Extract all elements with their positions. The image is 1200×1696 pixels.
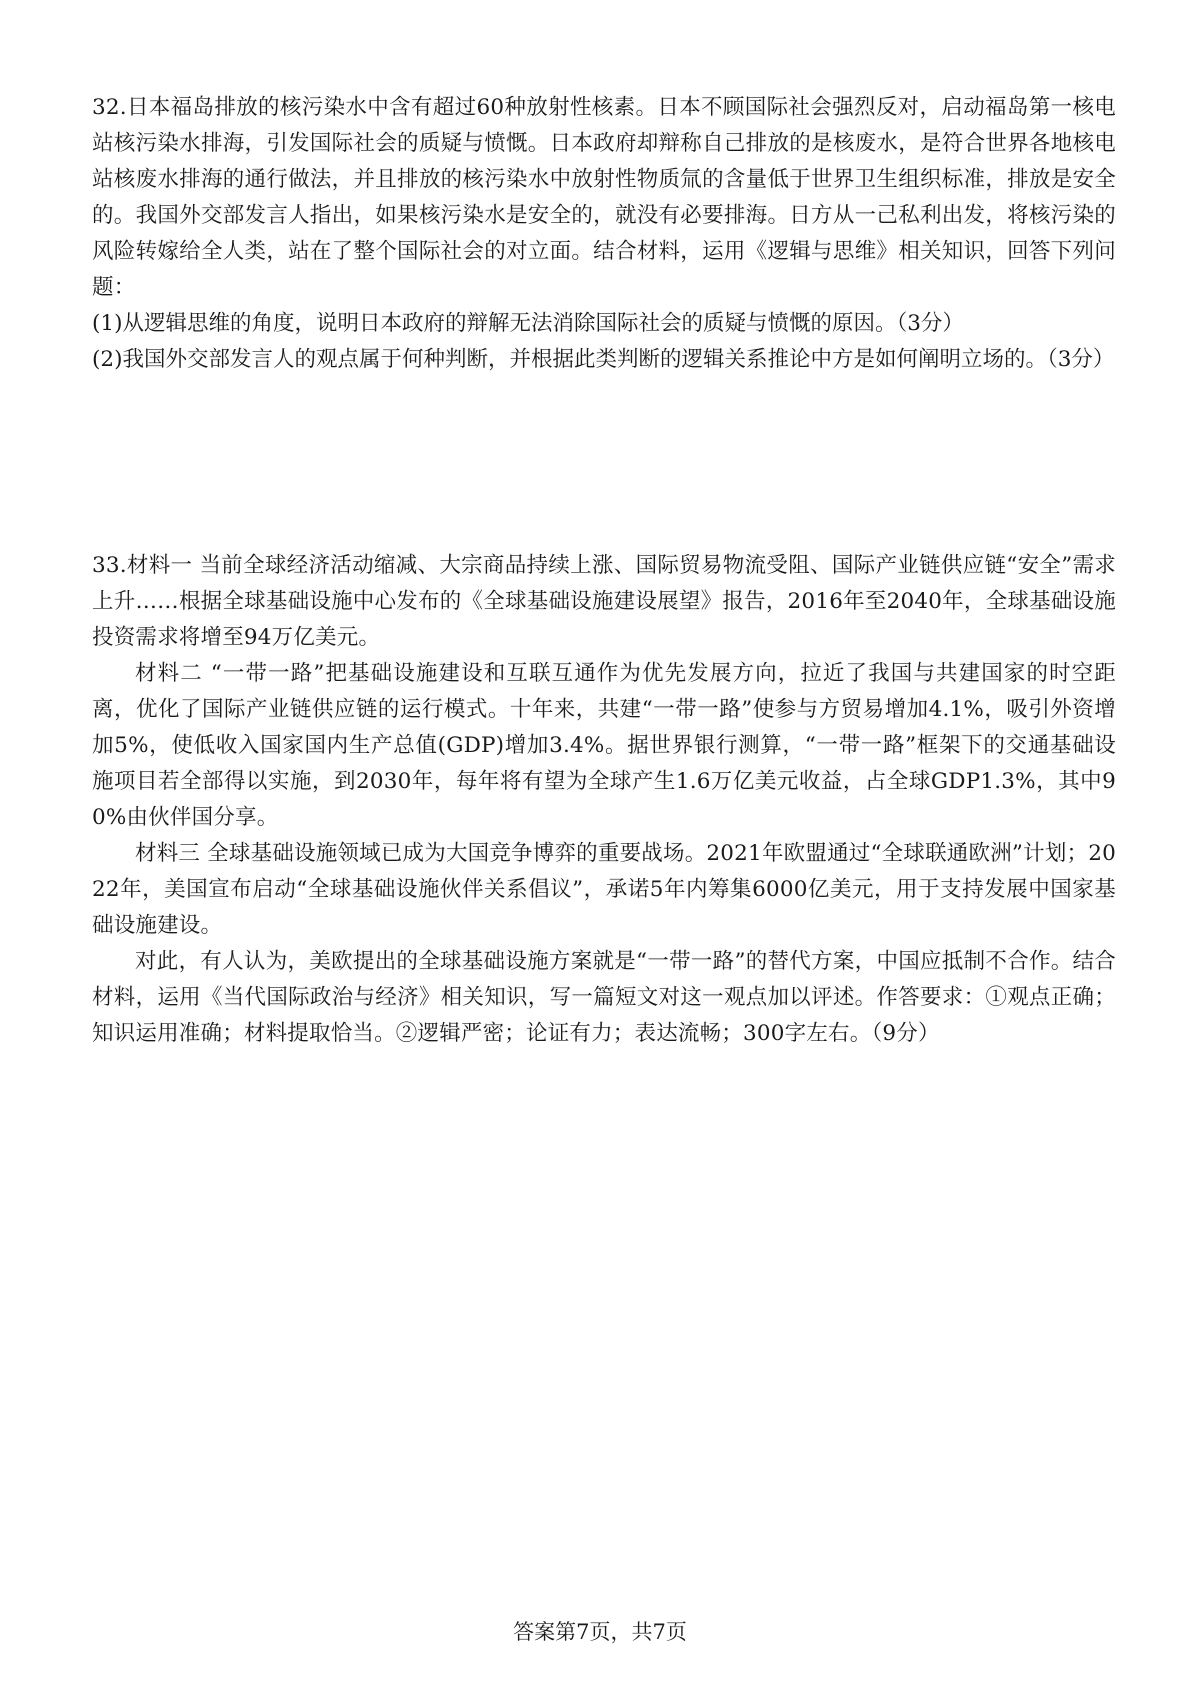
question-32-stem: 32.日本福岛排放的核污染水中含有超过60种放射性核素。日本不顾国际社会强烈反对，启动福岛第一核电站核污染水排海，引发国际社会的质疑与愤慨。日本政府却辩称自己排放的是核废水，是符合世界各地核电站核废水排海的通行做法，并且排放的核污染水中放射性物质氚的含量低于世界卫生组织标准，排放是安全的。我国外交部发言人指出，如果核污染水是安全的，就没有必要排海。日方从一己私利出发，将核污染的风险转嫁给全人类，站在了整个国际社会的对立面。结合材料，运用《逻辑与思维》相关知识，回答下列问题：	[92, 95, 1116, 300]
question-32	[92, 90, 1116, 378]
question-32-subquestion-1: (1)从逻辑思维的角度，说明日本政府的辩解无法消除国际社会的质疑与愤慨的原因。（3分）	[92, 311, 964, 336]
question-33-material-2: 材料二 “一带一路”把基础设施建设和互联互通作为优先发展方向，拉近了我国与共建国家的时空距离，优化了国际产业链供应链的运行模式。十年来，共建“一带一路”使参与方贸易增加4.1%，吸引外资增加5%，使低收入国家国内生产总值(GDP)增加3.4%。据世界银行测算，“一带一路”框架下的交通基础设施项目若全部得以实施，到2030年，每年将有望为全球产生1.6万亿美元收益，占全球GDP1.3%，其中90%由伙伴国分享。	[92, 661, 1116, 830]
question-33-material-3: 材料三 全球基础设施领域已成为大国竞争博弈的重要战场。2021年欧盟通过“全球联通欧洲”计划；2022年，美国宣布启动“全球基础设施伙伴关系倡议”，承诺5年内筹集6000亿美元，用于支持发展中国家基础设施建设。	[92, 841, 1116, 938]
question-33-material-1: 33.材料一 当前全球经济活动缩减、大宗商品持续上涨、国际贸易物流受阻、国际产业链供应链“安全”需求上升……根据全球基础设施中心发布的《全球基础设施建设展望》报告，2016年至2040年，全球基础设施投资需求将增至94万亿美元。	[92, 553, 1116, 650]
question-32-subquestion-2: (2)我国外交部发言人的观点属于何种判断，并根据此类判断的逻辑关系推论中方是如何阐明立场的。（3分）	[92, 347, 1115, 372]
question-33	[92, 548, 1116, 1052]
page-footer: 答案第7页，共7页	[513, 1620, 687, 1644]
question-33-task: 对此，有人认为，美欧提出的全球基础设施方案就是“一带一路”的替代方案，中国应抵制不合作。结合材料，运用《当代国际政治与经济》相关知识，写一篇短文对这一观点加以评述。作答要求：①观点正确；知识运用准确；材料提取恰当。②逻辑严密；论证有力；表达流畅；300字左右。（9分）	[92, 949, 1116, 1046]
